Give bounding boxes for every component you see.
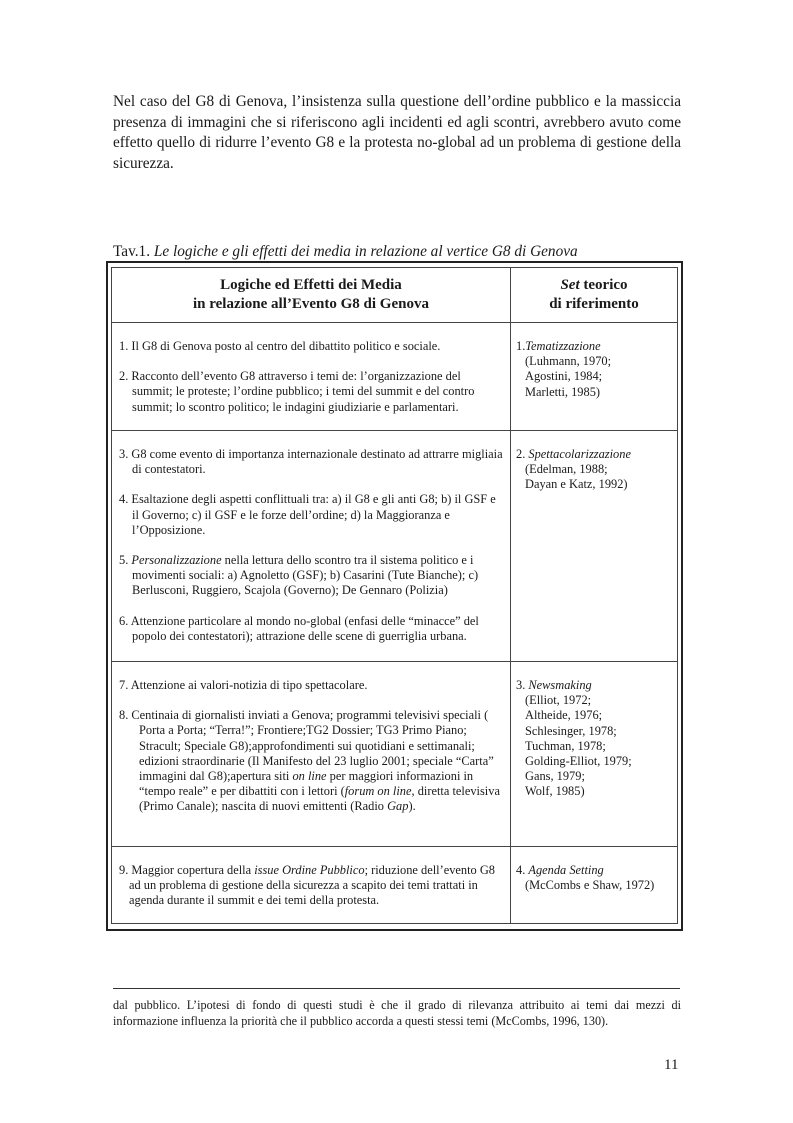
item-9-text-a: 9. Maggior copertura della (119, 863, 255, 877)
ref-2-number: 2. (516, 447, 529, 461)
header-logiche (111, 267, 511, 323)
item-8-text-c: , diretta televisiva (Primo Canale); nascita di nuovi emittenti (Radio (139, 784, 500, 814)
header-set-teorico (510, 267, 678, 323)
item-8-text-b: per maggiori informazioni in “tempo reale” e per dibattiti con i lettori ( (139, 769, 474, 799)
ref-4-cites: (McCombs e Shaw, 1972) (525, 878, 655, 893)
page-number: 11 (664, 1057, 679, 1073)
ref-1-number: 1. (516, 339, 526, 353)
ref-3-number: 3. (516, 678, 529, 692)
ref-2-cites: (Edelman, 1988; Dayan e Katz, 1992) (525, 462, 628, 492)
footnote: dal pubblico. L’ipotesi di fondo di questi studi è che il grado di rilevanza attribuito ai temi dai mezzi di informazione influenza la priorità che il pubblico accorda a questi stessi temi (McCombs, 1996, 130). (113, 998, 681, 1029)
row-4-logiche (111, 846, 511, 924)
footnote-rule (113, 988, 680, 989)
item-5-number: 5. (119, 553, 132, 568)
caption-label: Tav.1. (113, 243, 154, 260)
row-3-logiche (111, 661, 511, 847)
item-8-text-d: ). (408, 799, 416, 814)
caption-title: Le logiche e gli effetti dei media in relazione al vertice G8 di Genova (153, 243, 578, 260)
intro-paragraph: Nel caso del G8 di Genova, l’insistenza sulla questione dell’ordine pubblico e la massiccia presenza di immagini che si riferiscono agli incidenti ed agli scontri, avrebbero avuto come effetto quello di ridurre l’evento G8 e la protesta no-global ad un problema di gestione della sicurezza. (113, 93, 681, 172)
header-left-line1: Logiche ed Effetti dei Media (220, 277, 402, 293)
item-9-text-b: ; riduzione dell’evento G8 ad un problema di gestione della sicurezza a scapito dei temi trattati in agenda durante il summit e dei temi della protesta. (129, 863, 495, 908)
row-2-logiche (111, 430, 511, 662)
item-1: 1. Il G8 di Genova posto al centro del dibattito politico e sociale. (119, 339, 441, 353)
ref-3-cites: (Elliot, 1972; Altheide, 1976; Schlesinger, 1978; Tuchman, 1978; Golding-Elliot, 1979; Gans, 1979; Wolf, 1985) (525, 693, 632, 799)
ref-1-term: Tematizzazione (525, 339, 601, 353)
table-caption (113, 242, 693, 262)
item-8-em-forum: forum on line (344, 784, 412, 799)
item-2: 2. Racconto dell’evento G8 attraverso i temi de: l’organizzazione del summit; le proteste; l’ordine pubblico; i temi del summit e del contro summit; lo scontro politico; le indagini giudiziarie e parlamentari. (119, 369, 475, 414)
item-7: 7. Attenzione ai valori-notizia di tipo spettacolare. (119, 678, 368, 692)
item-5-emphasis: Personalizzazione (131, 553, 222, 568)
row-1-logiche (111, 322, 511, 431)
row-2-riferimento (510, 430, 678, 662)
ref-2-term: Spettacolarizzazione (528, 447, 631, 461)
header-set-word: Set (560, 277, 580, 293)
item-8-em-online: on line (292, 769, 327, 784)
ref-4-term: Agenda Setting (528, 863, 604, 877)
item-9-em-issue: issue Ordine Pubblico (254, 863, 365, 877)
item-8-em-gap: Gap (387, 799, 409, 814)
item-9 (119, 863, 504, 909)
ref-3-term: Newsmaking (528, 678, 592, 692)
row-1-riferimento (510, 322, 678, 431)
header-right-line2: di riferimento (549, 296, 639, 312)
item-8 (119, 708, 504, 814)
row-3-riferimento (510, 661, 678, 847)
header-left-line2: in relazione all’Evento G8 di Genova (193, 296, 429, 312)
item-6: 6. Attenzione particolare al mondo no-global (enfasi delle “minacce” del popolo dei contestatori); attrazione delle scene di guerriglia urbana. (119, 613, 479, 643)
item-4: 4. Esaltazione degli aspetti conflittuali tra: a) il G8 e gli anti G8; b) il GSF e il Governo; c) il GSF e le forze dell’ordine; d) la Maggioranza e l’Opposizione. (119, 492, 496, 537)
ref-1-cites: (Luhmann, 1970; Agostini, 1984; Marletti, 1985) (525, 354, 612, 399)
item-8-text-a: 8. Centinaia di giornalisti inviati a Genova; programmi televisivi speciali ( Porta a Porta; “Terra!”; Frontiere;TG2 Dossier; TG3 Primo Piano; Stracult; Speciale G8);approfondimenti sui quotidiani e settimanali; edizioni straordinarie (Il Manifesto del 23 luglio 2001; speciale “Carta” immagini dal G8);apertura siti (119, 708, 494, 784)
ref-4-number: 4. (516, 863, 529, 877)
item-5-text: nella lettura dello scontro tra il sistema politico e i movimenti sociali: a) Agnoletto (GSF); b) Casarini (Tute Bianche); c) Berlusconi, Ruggiero, Scajola (Governo); De Gennaro (Polizia) (132, 553, 479, 598)
header-right-line1: teorico (579, 277, 628, 293)
row-4-riferimento (510, 846, 678, 924)
item-5 (119, 553, 504, 599)
item-3: 3. G8 come evento di importanza internazionale destinato ad attrarre migliaia di contestatori. (119, 447, 503, 477)
